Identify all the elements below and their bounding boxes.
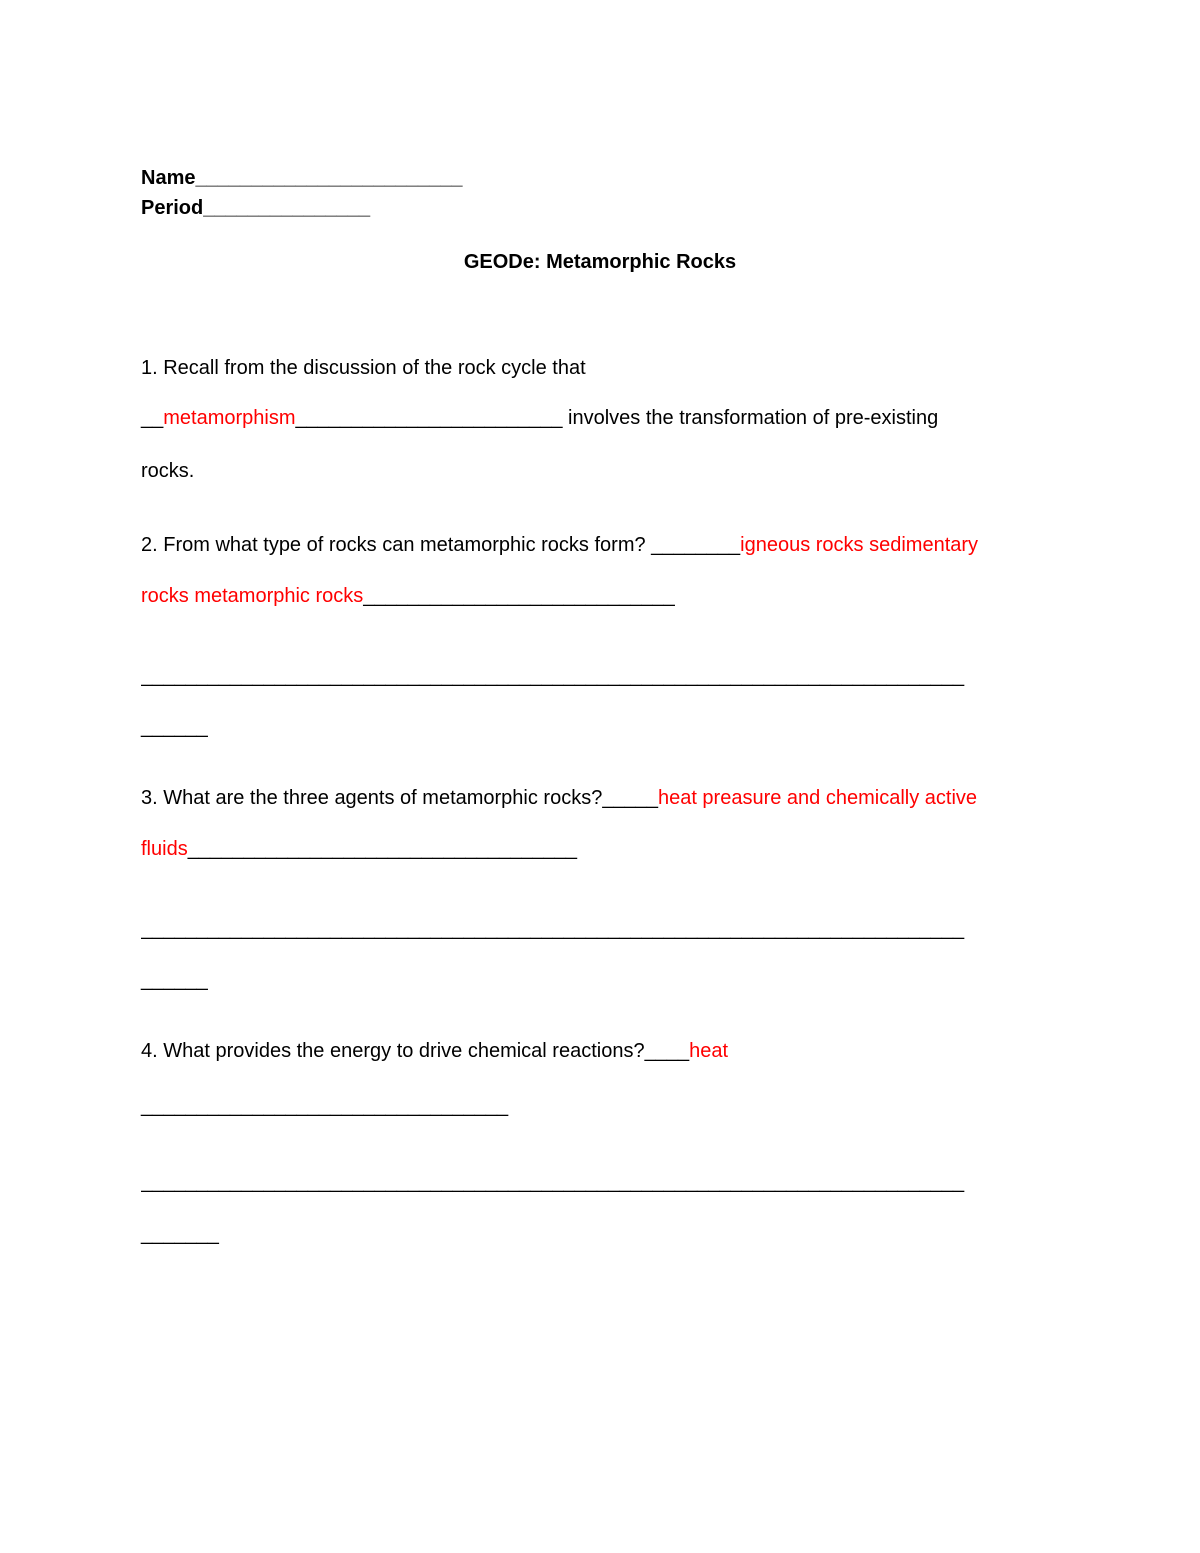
- q4-answer-blank-short: _______: [141, 1223, 219, 1245]
- q1-answer: metamorphism: [163, 407, 296, 429]
- q3-answer-part1: heat preasure and chemically active: [657, 787, 978, 809]
- q2-line2: [141, 584, 675, 608]
- q4-answer-blank-line: __________________________________________________________________________: [141, 1171, 965, 1193]
- period-blank: _______________: [203, 197, 371, 219]
- name-blank: ________________________: [195, 167, 463, 189]
- q3-answer-blank-line: __________________________________________________________________________: [141, 918, 965, 940]
- q3-line2: [141, 837, 577, 861]
- q2-answer-part2: rocks metamorphic rocks: [141, 585, 364, 607]
- name-field-line: [141, 166, 462, 190]
- q1-pre-blank: __: [141, 407, 164, 429]
- q1-rest: involves the transformation of pre-existing: [562, 407, 939, 429]
- q1-line3: rocks.: [141, 460, 195, 482]
- q4-line1: [141, 1039, 728, 1063]
- q2-answer-blank-short: ______: [141, 716, 208, 738]
- name-label: Name: [141, 167, 196, 189]
- q4-answer: heat: [689, 1040, 729, 1062]
- q2-answer-blank-line: __________________________________________________________________________: [141, 665, 965, 687]
- q1-post-blank: ________________________: [295, 407, 563, 429]
- q3-post-blank: ___________________________________: [187, 838, 578, 860]
- q1-line2: [141, 406, 938, 430]
- q1-line1: 1. Recall from the discussion of the rock cycle that: [141, 357, 586, 379]
- q3-line1: [141, 786, 977, 810]
- q2-line1: [141, 533, 978, 557]
- q4-prompt: 4. What provides the energy to drive chemical reactions?____: [141, 1040, 690, 1062]
- q2-prompt: 2. From what type of rocks can metamorphic rocks form? ________: [141, 534, 741, 556]
- q2-answer-part1: igneous rocks sedimentary: [740, 534, 979, 556]
- q3-answer-blank-short: ______: [141, 969, 208, 991]
- q3-prompt: 3. What are the three agents of metamorphic rocks?_____: [141, 787, 658, 809]
- q4-blank-line1: _________________________________: [141, 1095, 509, 1117]
- period-field-line: [141, 196, 370, 220]
- q2-post-blank: ____________________________: [363, 585, 675, 607]
- q3-answer-part2: fluids: [141, 838, 188, 860]
- period-label: Period: [141, 197, 204, 219]
- worksheet-title: GEODe: Metamorphic Rocks: [463, 251, 737, 273]
